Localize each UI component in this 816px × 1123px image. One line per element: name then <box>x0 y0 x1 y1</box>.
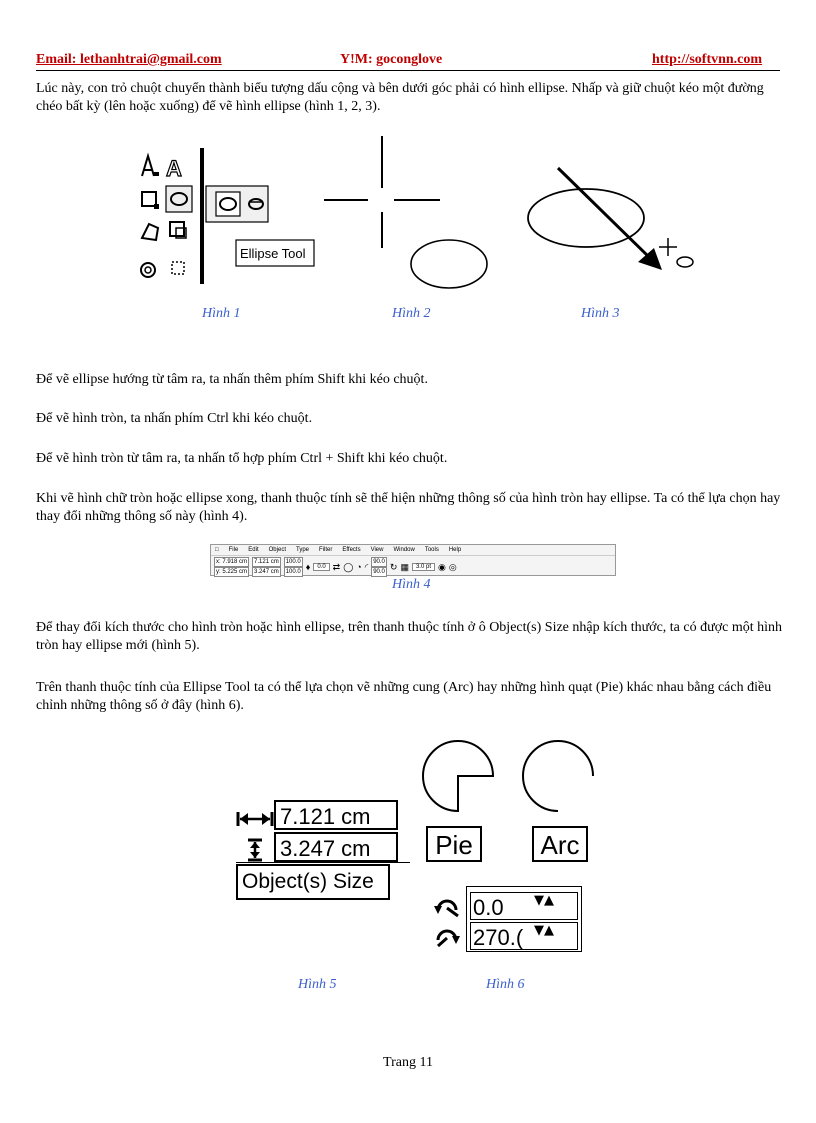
menu-type[interactable]: Type <box>295 547 309 553</box>
toolbox-divider <box>200 148 204 284</box>
paragraph-4: Để vẽ hình tròn từ tâm ra, ta nhấn tổ hợp phím Ctrl + Shift khi kéo chuột. <box>36 451 448 466</box>
caption-hinh-2: Hình 2 <box>392 306 431 321</box>
tool-icon-b[interactable]: ◎ <box>448 561 457 572</box>
menu-view[interactable]: View <box>370 547 384 553</box>
paragraph-7: Trên thanh thuộc tính của Ellipse Tool ta có thể lựa chọn vẽ những cung (Arc) hay những hình quạt (Pie) khác nhau bằng cách điều chỉnh những thông số ở đây (hình 6). <box>36 680 772 713</box>
paragraph-5: Khi vẽ hình chữ tròn hoặc ellipse xong, thanh thuộc tính sẽ thể hiện những thông số của hình tròn hay ellipse. Ta có thể lựa chọn hay thay đổi những thông số này (hình 4). <box>36 491 781 524</box>
spiral-tool-icon <box>141 262 184 277</box>
object-size-tooltip: Object(s) Size <box>236 864 390 900</box>
arc-shape-icon <box>518 736 598 816</box>
menu-file[interactable]: File <box>228 547 239 553</box>
direction-icon[interactable]: ↻ <box>389 561 398 572</box>
x-position-field[interactable]: x: 7.918 cm <box>216 559 248 565</box>
scale-y-field[interactable]: 100.0 <box>285 569 301 575</box>
end-angle-spinner[interactable]: ▼▲ <box>534 923 554 938</box>
paragraph-6: Để thay đổi kích thước cho hình tròn hoặc hình ellipse, trên thanh thuộc tính ở ô Object(s) Size nhập kích thước, ta có được một hình tròn hay ellipse mới (hình 5). <box>36 620 782 653</box>
start-angle-spinner[interactable]: ▼▲ <box>534 893 554 908</box>
header-ym: Y!M: goconglove <box>340 52 443 67</box>
paragraph-1: Lúc này, con trỏ chuột chuyển thành biểu tượng dấu cộng và bên dưới góc phải có hình ellipse. Nhấp và giữ chuột kéo một đường chéo bất kỳ (lên hoặc xuống) để vẽ hình ellipse (hình 1, 2, 3). <box>36 81 764 114</box>
menu-help[interactable]: Help <box>448 547 462 553</box>
pie-shape-icon <box>418 736 498 816</box>
y-position-field[interactable]: y: 5.225 cm <box>216 569 248 575</box>
object-width-field[interactable]: 7.121 cm <box>274 800 398 830</box>
start-angle-field[interactable]: 90.0 <box>373 559 385 565</box>
menu-effects[interactable]: Effects <box>342 547 361 553</box>
end-angle-icon <box>432 926 466 948</box>
height-arrow-icon <box>246 838 264 862</box>
end-angle-field[interactable]: 90.0 <box>373 569 385 575</box>
paragraph-3: Để vẽ hình tròn, ta nhấn phím Ctrl khi kéo chuột. <box>36 411 313 426</box>
caption-hinh-6: Hình 6 <box>486 977 525 992</box>
page-number: Trang 11 <box>383 1055 433 1070</box>
svg-text:A: A <box>166 156 182 181</box>
property-fields <box>211 556 615 578</box>
figure-2-crosshair <box>318 136 498 296</box>
ellipse-cursor-icon <box>659 238 693 267</box>
scale-fields <box>284 557 303 577</box>
pie-mode-button[interactable]: Pie <box>426 826 482 862</box>
figure-1-toolbox <box>136 148 318 284</box>
lock-ratio-icon[interactable]: ♦ <box>305 562 311 572</box>
start-angle-icon <box>432 896 466 918</box>
size-fields <box>252 557 281 577</box>
rectangle-tool-icon <box>142 192 159 209</box>
menu-object[interactable]: Object <box>268 547 286 553</box>
caption-hinh-4: Hình 4 <box>392 577 431 592</box>
scale-x-field[interactable]: 100.0 <box>285 559 301 565</box>
caption-hinh-5: Hình 5 <box>298 977 337 992</box>
paragraph-2: Để vẽ ellipse hướng từ tâm ra, ta nhấn thêm phím Shift khi kéo chuột. <box>36 372 428 387</box>
new-doc-icon: □ <box>215 547 219 553</box>
rotation-field[interactable]: 0.0 <box>313 563 329 571</box>
size-divider <box>236 862 410 863</box>
drag-ellipse <box>528 189 644 247</box>
start-angle-field[interactable]: 0.0 <box>470 892 578 920</box>
ellipse-tool-tooltip: Ellipse Tool <box>240 246 306 261</box>
width-arrow-icon <box>236 810 276 828</box>
menu-window[interactable]: Window <box>393 547 415 553</box>
wrap-icon[interactable]: ▦ <box>400 561 409 572</box>
figure-5-object-size <box>236 798 410 908</box>
ellipse-mode-icon[interactable]: ◯ <box>343 561 354 572</box>
tool-icon-a[interactable]: ◉ <box>437 561 446 572</box>
object-height-field[interactable]: 3.247 cm <box>274 832 398 862</box>
menu-edit[interactable]: Edit <box>248 547 259 553</box>
arc-mode-button[interactable]: Arc <box>532 826 588 862</box>
header-url[interactable]: http://softvnn.com <box>652 52 763 67</box>
arc-mode-icon[interactable]: ◜ <box>364 561 369 572</box>
ellipse-flyout <box>206 186 268 222</box>
angle-fields <box>371 557 387 577</box>
header-email[interactable]: Email: lethanhtrai@gmail.com <box>36 52 222 67</box>
menu-bar <box>211 545 615 556</box>
caption-hinh-1: Hình 1 <box>202 306 241 321</box>
drawn-ellipse <box>411 240 487 288</box>
menu-filter[interactable]: Filter <box>319 547 333 553</box>
end-angle-field[interactable]: 270.( <box>470 922 578 950</box>
caption-hinh-3: Hình 3 <box>581 306 620 321</box>
pie-mode-icon[interactable]: ◔ <box>356 562 362 572</box>
position-fields <box>214 557 249 577</box>
menu-tools[interactable]: Tools <box>424 547 439 553</box>
text-tool-icons <box>142 156 182 181</box>
width-field[interactable]: 7.121 cm <box>254 559 279 565</box>
outline-width-select[interactable]: 3.0 pt <box>412 563 435 571</box>
mirror-icon[interactable]: ⇄ <box>332 561 341 572</box>
ellipse-tool-button <box>166 186 192 212</box>
figure-3-drag-ellipse <box>518 158 708 282</box>
polygon-tool-icon <box>142 222 186 240</box>
header-divider <box>36 70 780 71</box>
figure-4-property-bar <box>210 544 616 576</box>
height-field[interactable]: 3.247 cm <box>254 569 279 575</box>
figure-6-pie-arc <box>418 730 598 960</box>
